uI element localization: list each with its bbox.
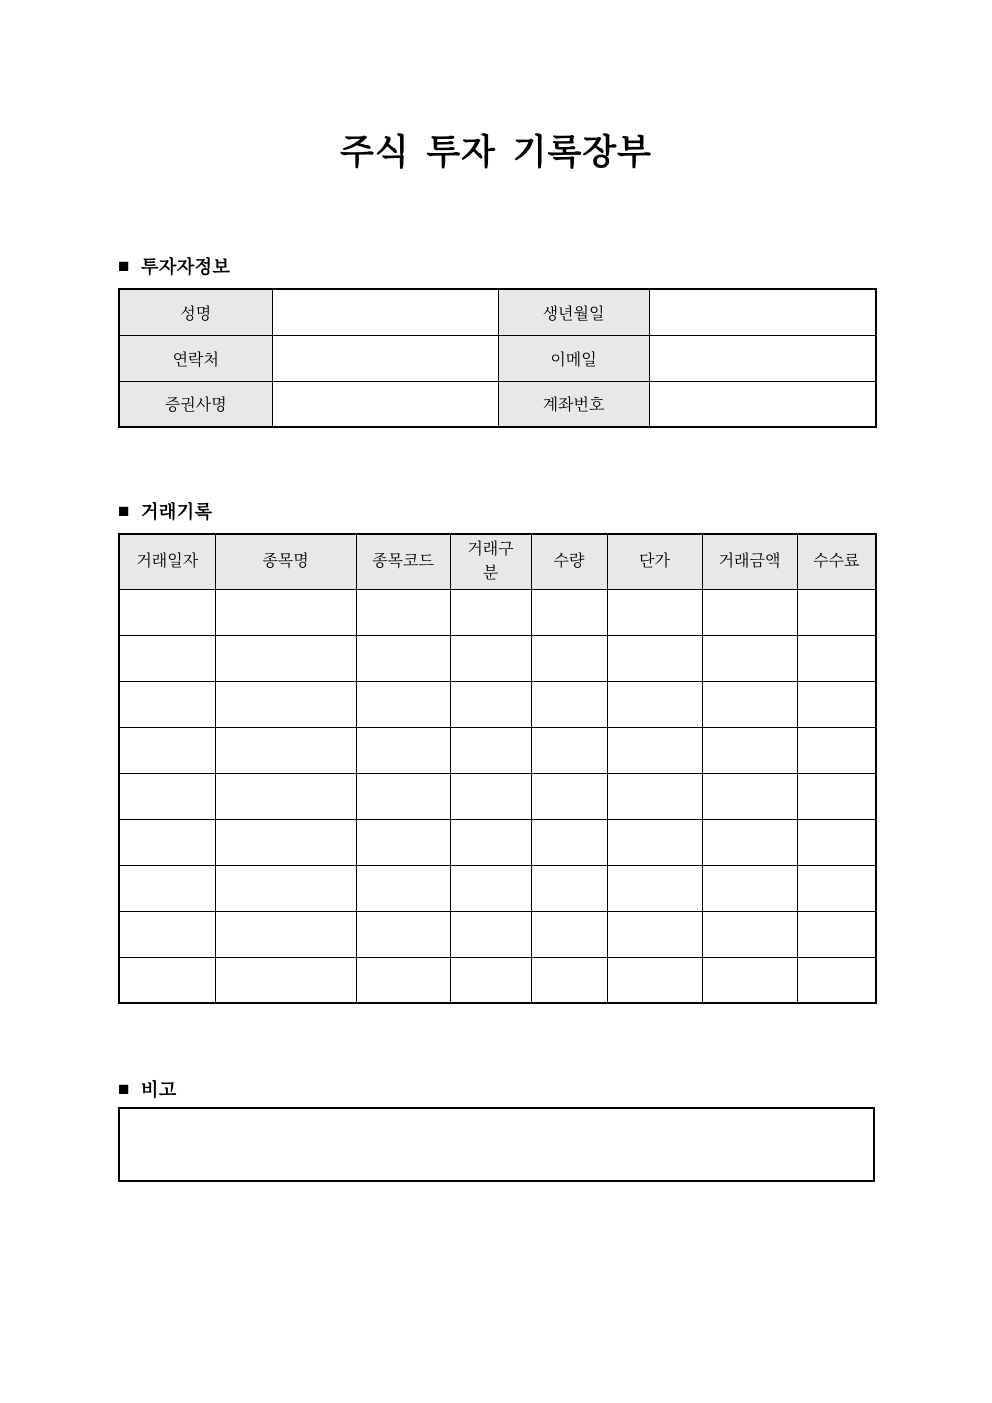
- transaction-cell: [702, 589, 797, 635]
- account-label-cell: 계좌번호: [498, 381, 649, 427]
- transaction-cell: [531, 865, 607, 911]
- table-row: [119, 727, 876, 773]
- col-header-trade-date: 거래일자: [119, 534, 215, 589]
- transactions-heading-label: 거래기록: [140, 502, 213, 522]
- investor-section-heading: [118, 256, 875, 276]
- transaction-cell: [215, 819, 356, 865]
- transaction-cell: [531, 957, 607, 1003]
- transaction-cell: [607, 635, 702, 681]
- birthdate-value-cell: [649, 289, 876, 335]
- transaction-cell: [607, 589, 702, 635]
- name-label-cell: 성명: [119, 289, 272, 335]
- transaction-cell: [356, 865, 450, 911]
- col-header-unit-price: 단가: [607, 534, 702, 589]
- col-header-quantity: 수량: [531, 534, 607, 589]
- square-bullet-icon: ■: [118, 1078, 130, 1100]
- transaction-cell: [356, 911, 450, 957]
- transaction-cell: [215, 911, 356, 957]
- table-row: [119, 335, 876, 381]
- name-value-cell: [272, 289, 498, 335]
- investor-info-table: [118, 288, 877, 428]
- broker-value-cell: [272, 381, 498, 427]
- transaction-cell: [531, 727, 607, 773]
- transaction-cell: [797, 635, 876, 681]
- transaction-cell: [450, 635, 531, 681]
- transaction-cell: [450, 773, 531, 819]
- transaction-cell: [607, 727, 702, 773]
- transaction-cell: [356, 819, 450, 865]
- transaction-cell: [607, 681, 702, 727]
- transaction-cell: [119, 635, 215, 681]
- transaction-cell: [356, 589, 450, 635]
- transaction-cell: [702, 773, 797, 819]
- transaction-cell: [531, 819, 607, 865]
- transaction-cell: [607, 911, 702, 957]
- birthdate-label-cell: 생년월일: [498, 289, 649, 335]
- transaction-cell: [607, 773, 702, 819]
- email-label-cell: 이메일: [498, 335, 649, 381]
- contact-label-cell: 연락처: [119, 335, 272, 381]
- table-row: [119, 381, 876, 427]
- transaction-cell: [119, 819, 215, 865]
- transaction-cell: [215, 681, 356, 727]
- transaction-cell: [450, 589, 531, 635]
- transaction-cell: [531, 589, 607, 635]
- transactions-section-heading: [118, 501, 875, 521]
- transaction-cell: [450, 819, 531, 865]
- transaction-cell: [702, 865, 797, 911]
- transaction-cell: [356, 957, 450, 1003]
- transaction-cell: [119, 727, 215, 773]
- transaction-cell: [356, 681, 450, 727]
- transaction-cell: [356, 773, 450, 819]
- transaction-cell: [119, 589, 215, 635]
- transaction-cell: [215, 773, 356, 819]
- notes-heading-label: 비고: [140, 1080, 177, 1100]
- table-row: [119, 819, 876, 865]
- table-row: [119, 957, 876, 1003]
- col-header-stock-name: 종목명: [215, 534, 356, 589]
- col-header-trade-type: 거래구분: [450, 534, 531, 589]
- transaction-cell: [797, 681, 876, 727]
- transaction-cell: [119, 911, 215, 957]
- transaction-cell: [797, 773, 876, 819]
- transaction-cell: [531, 635, 607, 681]
- email-value-cell: [649, 335, 876, 381]
- table-row: [119, 635, 876, 681]
- transaction-cell: [450, 865, 531, 911]
- transaction-records-table: [118, 533, 877, 1004]
- contact-value-cell: [272, 335, 498, 381]
- transaction-cell: [215, 589, 356, 635]
- transaction-cell: [215, 957, 356, 1003]
- transaction-cell: [215, 727, 356, 773]
- transaction-cell: [119, 865, 215, 911]
- table-header-row: [119, 534, 876, 589]
- notes-section-heading: [118, 1079, 875, 1099]
- transaction-cell: [607, 865, 702, 911]
- transaction-cell: [797, 589, 876, 635]
- transaction-cell: [215, 635, 356, 681]
- transaction-cell: [356, 727, 450, 773]
- transaction-cell: [119, 773, 215, 819]
- transaction-cell: [797, 911, 876, 957]
- transaction-cell: [450, 957, 531, 1003]
- transaction-cell: [215, 865, 356, 911]
- notes-box: [118, 1107, 875, 1182]
- transaction-cell: [797, 727, 876, 773]
- col-header-fee: 수수료: [797, 534, 876, 589]
- transaction-cell: [450, 911, 531, 957]
- square-bullet-icon: ■: [118, 500, 130, 522]
- transaction-cell: [450, 681, 531, 727]
- transaction-cell: [531, 911, 607, 957]
- transaction-cell: [119, 681, 215, 727]
- content-area: [118, 256, 875, 1182]
- transaction-cell: [702, 819, 797, 865]
- transaction-cell: [450, 727, 531, 773]
- table-row: [119, 865, 876, 911]
- account-value-cell: [649, 381, 876, 427]
- page-title: 주식 투자 기록장부: [340, 133, 652, 172]
- broker-label-cell: 증권사명: [119, 381, 272, 427]
- transaction-cell: [702, 635, 797, 681]
- square-bullet-icon: ■: [118, 255, 130, 277]
- transaction-cell: [607, 957, 702, 1003]
- transaction-cell: [356, 635, 450, 681]
- transaction-cell: [531, 773, 607, 819]
- transaction-cell: [797, 819, 876, 865]
- transaction-cell: [119, 957, 215, 1003]
- table-row: [119, 289, 876, 335]
- transaction-cell: [702, 957, 797, 1003]
- investor-heading-label: 투자자정보: [140, 257, 231, 277]
- transaction-cell: [797, 957, 876, 1003]
- table-row: [119, 681, 876, 727]
- transaction-cell: [702, 911, 797, 957]
- col-header-trade-amount: 거래금액: [702, 534, 797, 589]
- table-row: [119, 911, 876, 957]
- transaction-cell: [531, 681, 607, 727]
- transaction-cell: [702, 727, 797, 773]
- transaction-cell: [797, 865, 876, 911]
- table-row: [119, 773, 876, 819]
- transaction-cell: [607, 819, 702, 865]
- col-header-stock-code: 종목코드: [356, 534, 450, 589]
- transaction-cell: [702, 681, 797, 727]
- table-row: [119, 589, 876, 635]
